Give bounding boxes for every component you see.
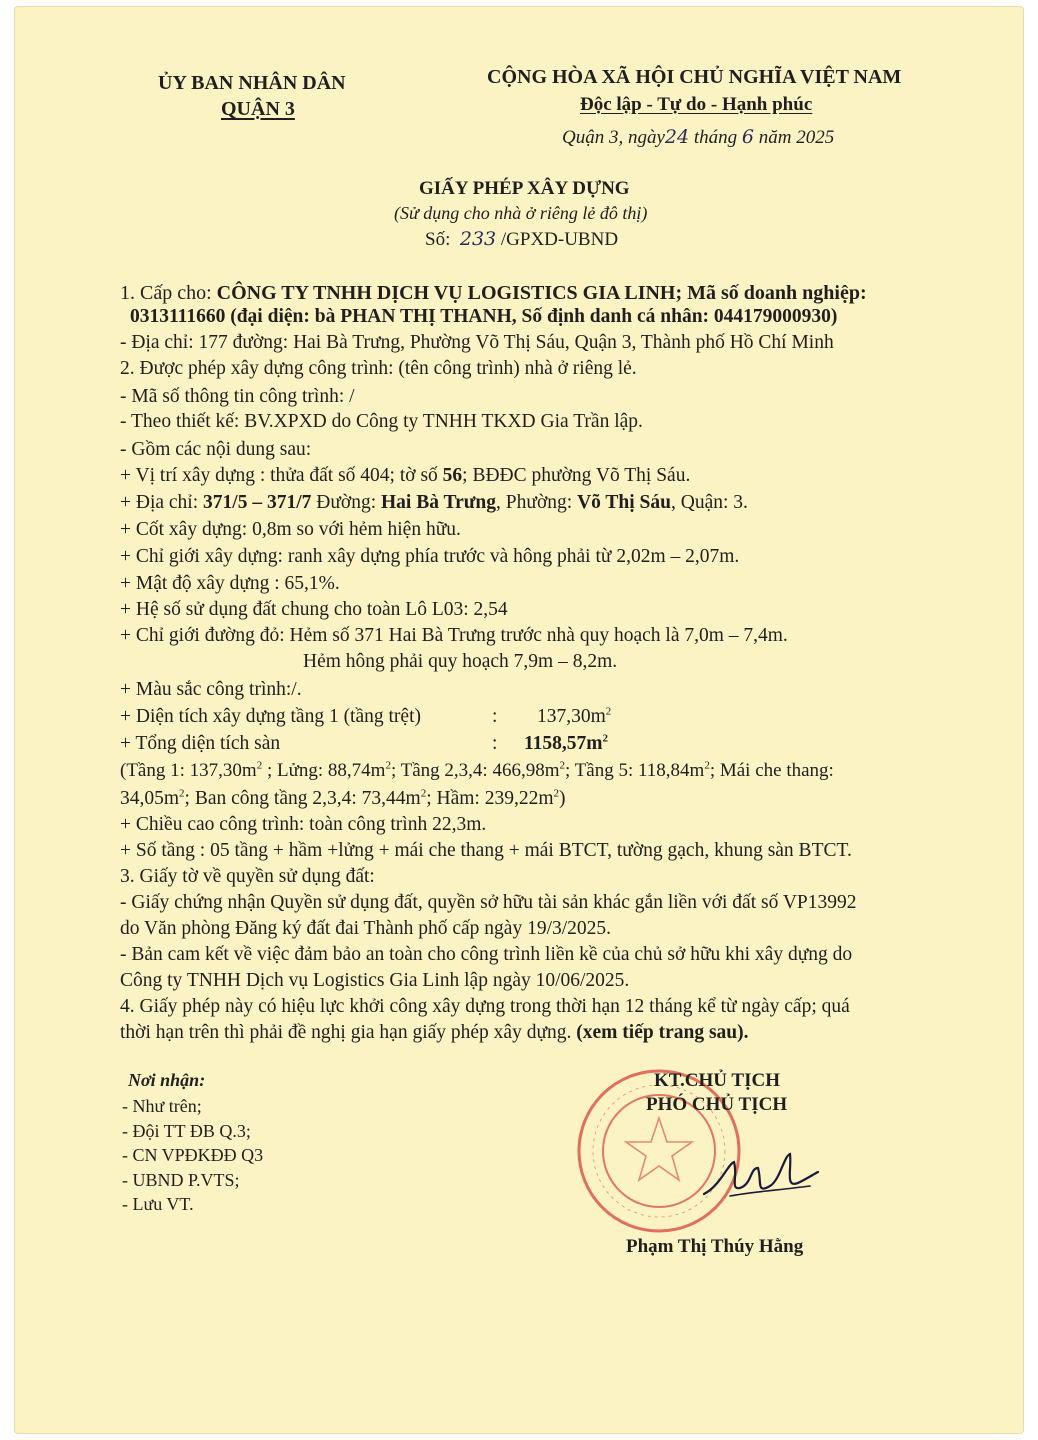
permit-number-value: 233 <box>459 228 497 250</box>
body-line-6: - Theo thiết kế: BV.XPXD do Công ty TNHH TKXD Gia Trần lập. <box>120 411 643 432</box>
national-motto: Độc lập - Tự do - Hạnh phúc <box>580 94 813 115</box>
body-line-18-colon: : <box>492 733 498 754</box>
document-subtitle: (Sử dụng cho nhà ở riêng lẻ đô thị) <box>394 203 648 223</box>
body-line-22: + Số tầng : 05 tầng + hầm +lửng + mái che thang + mái BTCT, tường gạch, khung sàn BTCT. <box>120 840 852 861</box>
body-line-10: + Cốt xây dựng: 0,8m so với hẻm hiện hữu. <box>120 519 461 540</box>
document-title: GIẤY PHÉP XÂY DỰNG <box>419 178 630 199</box>
body-line-11: + Chỉ giới xây dựng: ranh xây dựng phía trước và hông phải từ 2,02m – 2,07m. <box>120 546 740 567</box>
body-line-8: + Vị trí xây dựng : thửa đất số 404; tờ số 56; BĐĐC phường Võ Thị Sáu. <box>120 465 691 486</box>
date-month: 6 <box>741 126 754 148</box>
permit-number: Số: 233 /GPXD-UBND <box>425 228 619 250</box>
body-line-25: do Văn phòng Đăng ký đất đai Thành phố cấp ngày 19/3/2025. <box>120 918 612 939</box>
body-line-12: + Mật độ xây dựng : 65,1%. <box>120 573 340 594</box>
signer-title: KT.CHỦ TỊCH <box>654 1070 780 1091</box>
body-line-19: (Tầng 1: $137,30m^2$ ; Lửng: $88,74m^2$; Tầng 2,3,4: $466,98m^2$; Tầng 5: $118,84m^2$; Mái che thang: <box>120 759 834 781</box>
body-line-20: $34,05m^2$; Ban công tầng 2,3,4: $73,44m^2$; Hầm: $239,22m^2$) <box>120 787 566 809</box>
body-line-4: 2. Được phép xây dựng công trình: (tên công trình) nhà ở riêng lẻ. <box>120 358 637 379</box>
national-title: CỘNG HÒA XÃ HỘI CHỦ NGHĨA VIỆT NAM <box>487 66 902 88</box>
body-line-21: + Chiều cao công trình: toàn công trình 22,3m. <box>120 814 487 835</box>
body-line-28: 4. Giấy phép này có hiệu lực khởi công xây dựng trong thời hạn 12 tháng kể từ ngày cấp; quá <box>120 996 850 1017</box>
body-line-18-value: $1158,57m^2$ <box>524 732 609 754</box>
body-line-17-colon: : <box>492 706 498 727</box>
recipient-item: - CN VPĐKĐĐ Q3 <box>122 1145 264 1165</box>
body-line-26: - Bản cam kết về việc đảm bảo an toàn cho công trình liền kề của chủ sở hữu khi xây dựng do <box>120 944 853 965</box>
body-line-23: 3. Giấy tờ về quyền sử dụng đất: <box>120 866 375 887</box>
body-line-27: Công ty TNHH Dịch vụ Logistics Gia Linh lập ngày 10/06/2025. <box>120 970 630 991</box>
signer-position: PHÓ CHỦ TỊCH <box>646 1094 788 1115</box>
body-line-17-value: $137,30m^2$ <box>537 705 612 727</box>
issue-date: Quận 3, ngày24 tháng 6 năm 2025 <box>562 126 835 148</box>
body-line-16: + Màu sắc công trình:/. <box>120 679 302 700</box>
issuer-name: ỦY BAN NHÂN DÂN <box>158 72 346 94</box>
body-line-14: + Chỉ giới đường đỏ: Hẻm số 371 Hai Bà Trưng trước nhà quy hoạch là 7,0m – 7,4m. <box>120 625 788 646</box>
body-line-2: 0313111660 (đại diện: bà PHAN THỊ THANH, Số định danh cá nhân: 044179000930) <box>130 306 838 327</box>
body-line-13: + Hệ số sử dụng đất chung cho toàn Lô L03: 2,54 <box>120 599 508 620</box>
body-line-9: + Địa chỉ: 371/5 – 371/7 Đường: Hai Bà Trưng, Phường: Võ Thị Sáu, Quận: 3. <box>120 492 748 513</box>
body-line-17: + Diện tích xây dựng tầng 1 (tầng trệt) <box>120 706 421 727</box>
recipients-list <box>122 1094 263 1217</box>
recipient-item: - Lưu VT. <box>122 1194 194 1214</box>
recipients-title: Nơi nhận: <box>128 1070 206 1090</box>
recipient-item: - Đội TT ĐB Q.3; <box>122 1120 251 1141</box>
date-day: 24 <box>664 126 690 148</box>
signer-name: Phạm Thị Thúy Hằng <box>626 1236 804 1257</box>
body-line-3: - Địa chỉ: 177 đường: Hai Bà Trưng, Phường Võ Thị Sáu, Quận 3, Thành phố Hồ Chí Minh <box>120 332 834 353</box>
recipient-item: - UBND P.VTS; <box>122 1169 240 1190</box>
body-line-29: thời hạn trên thì phải đề nghị gia hạn giấy phép xây dựng. (xem tiếp trang sau). <box>120 1022 749 1043</box>
recipient-item: - Như trên; <box>122 1096 202 1116</box>
body-line-15: Hẻm hông phải quy hoạch 7,9m – 8,2m. <box>303 651 618 672</box>
body-line-7: - Gồm các nội dung sau: <box>120 439 312 460</box>
issuer-district: QUẬN 3 <box>221 98 295 120</box>
body-line-5: - Mã số thông tin công trình: / <box>120 386 355 407</box>
body-line-18: + Tổng diện tích sàn <box>120 733 281 754</box>
document-page <box>14 6 1024 1434</box>
body-line-24: - Giấy chứng nhận Quyền sử dụng đất, quyền sở hữu tài sản khác gắn liền với đất số VP13992 <box>120 892 857 913</box>
signature-mark <box>700 1146 820 1216</box>
body-line-1: 1. Cấp cho: CÔNG TY TNHH DỊCH VỤ LOGISTICS GIA LINH; Mã số doanh nghiệp: <box>120 282 867 304</box>
